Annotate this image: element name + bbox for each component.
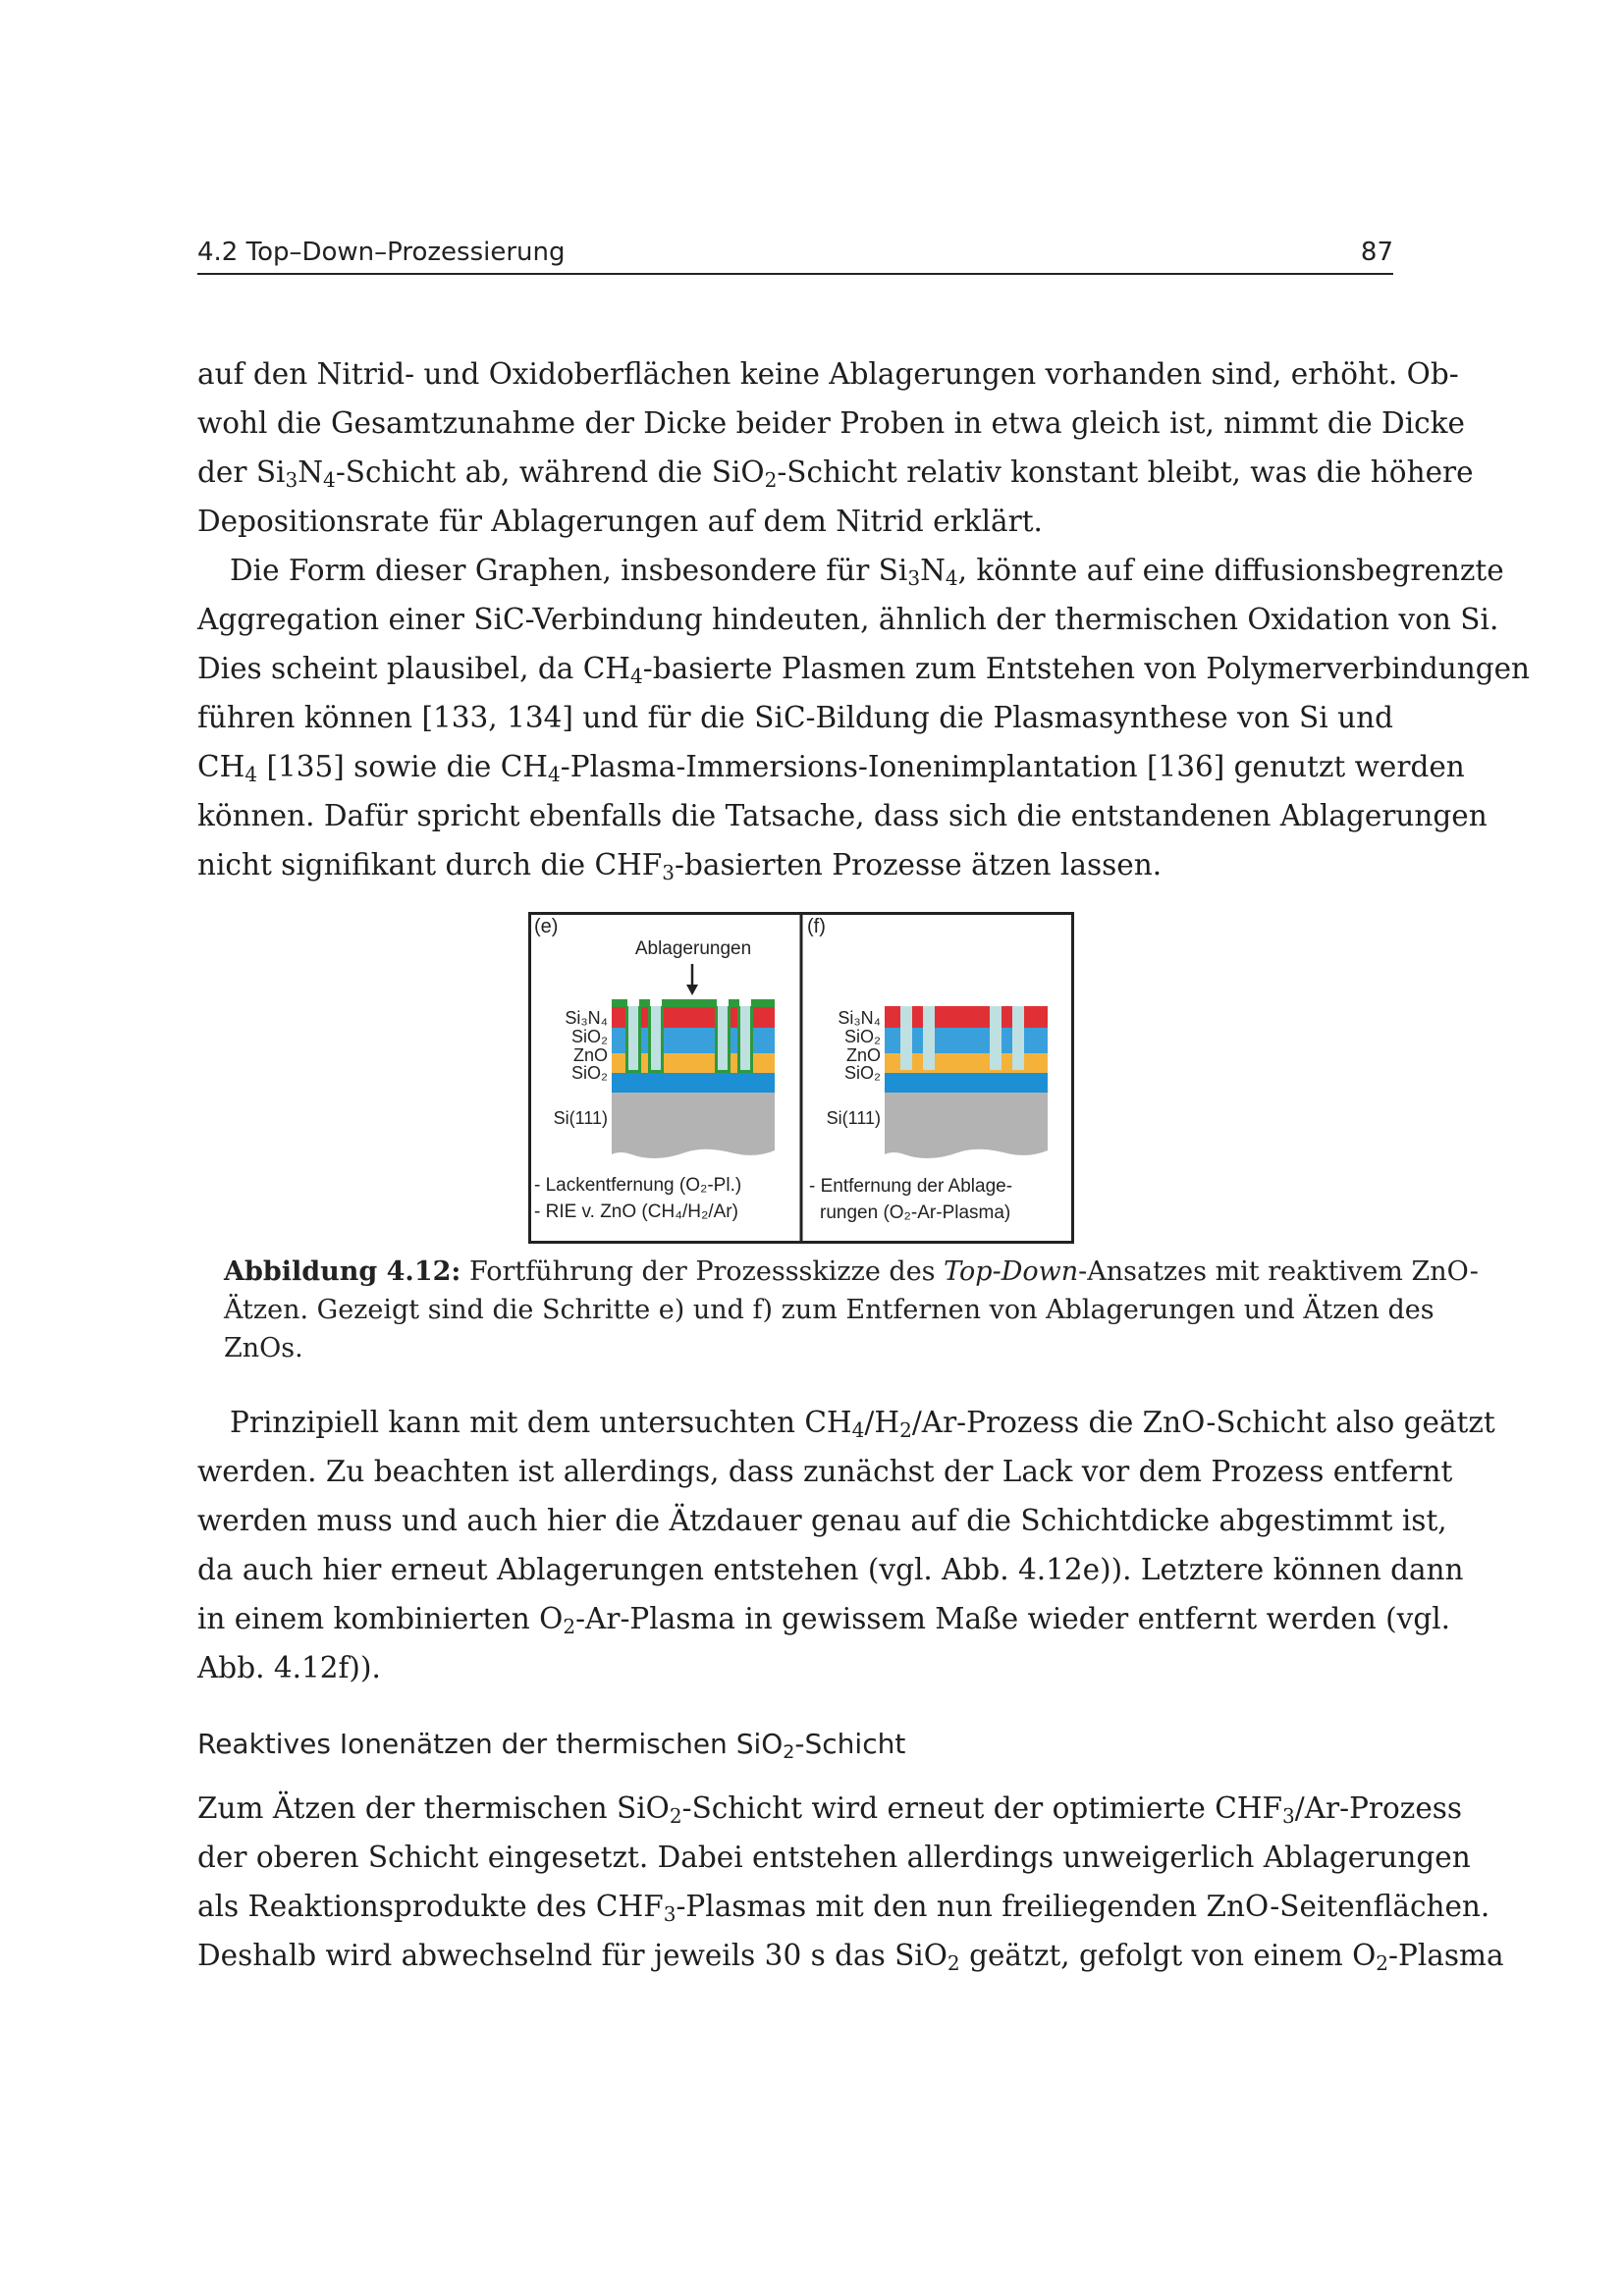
- paragraph-2: [197, 546, 1531, 889]
- panel-e-deposit-floor: [650, 1070, 662, 1073]
- panel-e-deposit-cap: [612, 999, 627, 1007]
- text-line: Deshalb wird abwechselnd für jeweils 30 s das SiO$_2$ geätzt, gefolgt von einem $O_2$-Plasma: [197, 1939, 1504, 1975]
- panel-e-deposit-floor: [627, 1070, 639, 1073]
- text-line: der oberen Schicht eingesetzt. Dabei entstehen allerdings unweigerlich Ablagerungen: [197, 1841, 1471, 1874]
- subsection-heading: Reaktives Ionenätzen der thermischen SiO$_2$-Schicht: [197, 1728, 906, 1763]
- panel-e-deposit-wall: [661, 1006, 664, 1073]
- text-line: Die Form dieser Graphen, insbesondere für $Si_3N_4$, könnte auf eine diffusionsbegrenzte: [230, 554, 1504, 590]
- page-number: 87: [1360, 238, 1393, 267]
- text-line: können. Dafür spricht ebenfalls die Tatsache, dass sich die entstandenen Ablagerungen: [197, 799, 1488, 832]
- section-title: 4.2 Top–Down–Prozessierung: [197, 238, 566, 267]
- text-line: werden. Zu beachten ist allerdings, dass zunächst der Lack vor dem Prozess entfernt: [197, 1455, 1453, 1488]
- panel-e-deposit-cap: [639, 999, 650, 1007]
- text-line: wohl die Gesamtzunahme der Dicke beider Proben in etwa gleich ist, nimmt die Dicke: [197, 406, 1465, 440]
- text-line: der $Si_3N_4$-Schicht ab, während die SiO$_2$-Schicht relativ konstant bleibt, was die höhere: [197, 455, 1474, 492]
- panel-f-layer-sio2-label: SiO₂: [844, 1027, 881, 1046]
- caption-label: Abbildung 4.12:: [224, 1256, 461, 1287]
- panel-e-layer-labels: [554, 1008, 608, 1128]
- caption-line: Abbildung 4.12: Fortführung der Prozessskizze des Top-Down-Ansatzes mit reaktivem ZnO-: [224, 1256, 1479, 1287]
- panel-e-note: - RIE v. ZnO (CH₄/H₂/Ar): [534, 1201, 738, 1222]
- panel-f-layer-sio2-bottom-label: SiO₂: [844, 1063, 881, 1083]
- panel-f-trench: [1012, 1006, 1024, 1070]
- panel-e-sio2-bottom: [612, 1073, 775, 1093]
- panel-e-trench: [739, 1006, 751, 1073]
- panel-f-trench: [900, 1006, 912, 1070]
- panel-e-label: (e): [534, 916, 559, 937]
- panel-e-layer-si3n4-label: Si₃N₄: [565, 1008, 608, 1028]
- text-line: Dies scheint plausibel, da $CH_4$-basierte Plasmen zum Entstehen von Polymerverbindungen: [197, 652, 1531, 688]
- panel-f-stack: [885, 1006, 1048, 1158]
- panel-e-trench: [717, 1006, 729, 1073]
- panel-e-substrate-label: Si(111): [553, 1108, 608, 1128]
- panel-e-deposit-wall: [638, 1006, 641, 1073]
- caption-line: ZnOs.: [224, 1333, 303, 1363]
- panel-e-deposit-wall: [715, 1006, 718, 1073]
- running-header: [197, 234, 1393, 275]
- paragraph-1: [197, 349, 1474, 546]
- panel-e-trench: [650, 1006, 662, 1073]
- deposits-label: Ablagerungen: [634, 938, 752, 959]
- panel-e-deposit-cap: [729, 999, 739, 1007]
- panel-e-trench: [627, 1006, 639, 1073]
- text-line: werden muss und auch hier die Ätzdauer genau auf die Schichtdicke abgestimmt ist,: [197, 1504, 1447, 1537]
- deposits-arrow-icon: [686, 985, 698, 995]
- panel-e-note: - Lackentfernung (O₂-Pl.): [534, 1175, 742, 1196]
- panel-f-substrate: [885, 1093, 1048, 1158]
- text-line: Aggregation einer SiC-Verbindung hindeuten, ähnlich der thermischen Oxidation von Si.: [197, 603, 1499, 636]
- panel-e-deposit-cap: [662, 999, 717, 1007]
- panel-f-trench: [923, 1006, 935, 1070]
- panel-e-substrate: [612, 1093, 775, 1158]
- text-line: auf den Nitrid- und Oxidoberflächen keine Ablagerungen vorhanden sind, erhöht. Ob-: [197, 357, 1459, 391]
- text-line: nicht signifikant durch die $CHF_3$-basierten Prozesse ätzen lassen.: [197, 848, 1163, 884]
- panel-f-layer-si3n4-label: Si₃N₄: [838, 1008, 881, 1028]
- panel-e-deposit-wall: [737, 1006, 740, 1073]
- panel-e-layer-zno-label: ZnO: [572, 1045, 608, 1065]
- text-line: $CH_4$ [135] sowie die $CH_4-Plasma-Immersions$-Ionenimplantation [136] genutzt werden: [197, 750, 1465, 786]
- text-line: da auch hier erneut Ablagerungen entstehen (vgl. Abb. 4.12e)). Letztere können dann: [197, 1553, 1464, 1586]
- text-line: Zum Ätzen der thermischen SiO$_2$-Schicht wird erneut der optimierte $CHF_3/Ar$-Prozess: [197, 1791, 1463, 1828]
- panel-f-sio2-bottom: [885, 1073, 1048, 1093]
- panel-e-layer-sio2-bottom-label: SiO₂: [571, 1063, 608, 1083]
- text-line: als Reaktionsprodukte des $CHF_3$-Plasmas mit den nun freiliegenden ZnO-Seitenflächen.: [197, 1890, 1490, 1926]
- panel-f-substrate-label: Si(111): [826, 1108, 881, 1128]
- text-line: führen können [133, 134] und für die SiC-Bildung die Plasmasynthese von Si und: [197, 701, 1393, 734]
- panel-e-deposit-floor: [739, 1070, 751, 1073]
- panel-f-trench: [990, 1006, 1001, 1070]
- caption-line: Ätzen. Gezeigt sind die Schritte e) und f) zum Entfernen von Ablagerungen und Ätzen des: [224, 1295, 1435, 1325]
- figure-4-12: [528, 912, 1074, 1244]
- panel-e-deposit-cap: [751, 999, 775, 1007]
- panel-f-note: rungen (O₂-Ar-Plasma): [820, 1202, 1011, 1223]
- panel-f-layer-labels: [827, 1008, 881, 1128]
- paragraph-3: [197, 1398, 1495, 1692]
- panel-e-stack: [612, 999, 775, 1158]
- paragraph-4: [197, 1784, 1504, 1980]
- panel-e-deposit-wall: [625, 1006, 628, 1073]
- text-line: in einem kombinierten $O_2-Ar$-Plasma in gewissem Maße wieder entfernt werden (vgl.: [197, 1602, 1451, 1638]
- panel-f-note: - Entfernung der Ablage-: [809, 1176, 1013, 1197]
- text-line: Prinzipiell kann mit dem untersuchten $CH_4/H_2/Ar$-Prozess die ZnO-Schicht also geätzt: [230, 1406, 1495, 1442]
- text-line: Abb. 4.12f)).: [197, 1651, 381, 1684]
- panel-e-deposit-wall: [728, 1006, 731, 1073]
- panel-e-layer-sio2-label: SiO₂: [571, 1027, 608, 1046]
- panel-f-layer-zno-label: ZnO: [845, 1045, 881, 1065]
- panel-e-deposit-floor: [717, 1070, 729, 1073]
- panel-e-deposit-wall: [750, 1006, 753, 1073]
- text-line: Depositionsrate für Ablagerungen auf dem Nitrid erklärt.: [197, 505, 1043, 538]
- figure-caption: [224, 1253, 1479, 1367]
- panel-e-deposit-wall: [648, 1006, 651, 1073]
- panel-f-label: (f): [807, 916, 826, 937]
- process-sketch-diagram: [528, 912, 1074, 1244]
